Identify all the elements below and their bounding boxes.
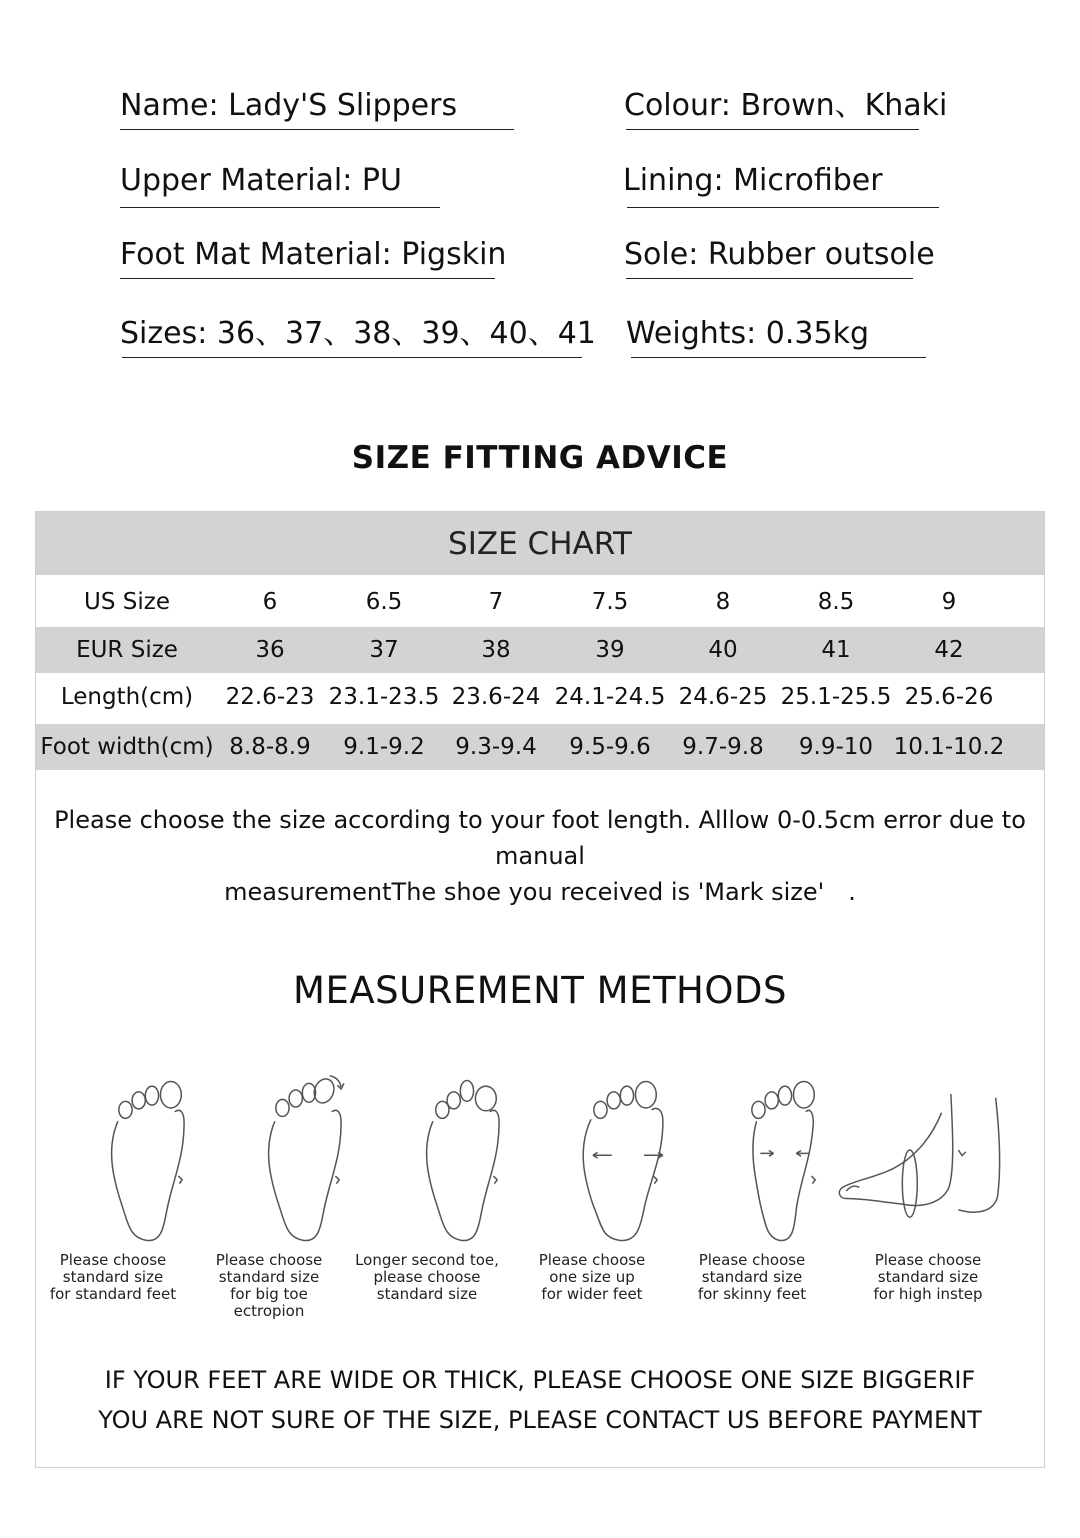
spec-underline — [120, 207, 440, 208]
spec-underline — [627, 207, 939, 208]
spec-colour: Colour: Brown、Khaki — [624, 88, 948, 123]
method-caption-line: Please choose — [538, 1251, 646, 1269]
size-chart-cell: 42 — [934, 637, 964, 663]
size-chart-row — [36, 674, 1044, 720]
spec-name: Name: Lady'S Slippers — [120, 88, 458, 123]
size-chart-cell: 8.8-8.9 — [229, 734, 311, 760]
spec-underline — [120, 278, 495, 279]
size-chart-cell: 25.1-25.5 — [780, 684, 892, 710]
size-fitting-advice-heading: SIZE FITTING ADVICE — [351, 440, 729, 476]
method-caption — [667, 1252, 837, 1303]
method-caption-line: Please choose — [874, 1251, 982, 1269]
method-caption — [28, 1252, 198, 1303]
method-caption — [342, 1252, 512, 1303]
size-chart-cell: 9.1-9.2 — [343, 734, 425, 760]
size-chart-cell: 38 — [481, 637, 511, 663]
method-caption-line: Longer second toe, — [355, 1251, 499, 1269]
size-chart-cell: 25.6-26 — [904, 684, 994, 710]
size-chart-cell: 8 — [715, 589, 731, 615]
method-caption-line: for standard feet — [49, 1285, 177, 1303]
method-caption-line: one size up — [549, 1268, 635, 1286]
size-chart-row — [36, 627, 1044, 673]
size-chart-cell: 23.6-24 — [451, 684, 541, 710]
wide-foot-icon — [546, 1072, 706, 1247]
high-instep-foot-icon — [831, 1094, 1011, 1234]
size-chart-row-label: Foot width(cm) — [40, 734, 214, 760]
spec-underline — [122, 357, 582, 358]
method-caption-line: Please choose — [215, 1251, 323, 1269]
size-chart-cell: 37 — [369, 637, 399, 663]
spec-upper-material: Upper Material: PU — [120, 163, 402, 198]
size-chart-row-label: US Size — [84, 589, 170, 615]
spec-lining: Lining: Microfiber — [623, 163, 883, 198]
footer-line: IF YOUR FEET ARE WIDE OR THICK, PLEASE CHOOSE ONE SIZE BIGGERIF — [104, 1366, 976, 1394]
size-chart-title: SIZE CHART — [36, 512, 1044, 575]
size-note-line: measurementThe shoe you received is 'Mark size' . — [224, 878, 856, 906]
size-chart-cell: 22.6-23 — [225, 684, 315, 710]
size-chart-cell: 6 — [262, 589, 278, 615]
size-chart-row-label: EUR Size — [76, 637, 178, 663]
size-chart-cell: 24.1-24.5 — [554, 684, 666, 710]
size-chart-cell: 9.7-9.8 — [682, 734, 764, 760]
spec-sole: Sole: Rubber outsole — [624, 237, 935, 272]
spec-underline — [120, 129, 514, 130]
size-chart-cell: 9.9-10 — [798, 734, 874, 760]
size-chart-cell: 8.5 — [817, 589, 855, 615]
size-chart-cell: 24.6-25 — [678, 684, 768, 710]
standard-foot-icon — [71, 1072, 231, 1247]
size-chart-row — [36, 724, 1044, 770]
spec-weights: Weights: 0.35kg — [626, 316, 870, 351]
big-toe-foot-icon — [228, 1072, 388, 1247]
size-chart-cell: 36 — [255, 637, 285, 663]
size-note — [36, 802, 1044, 910]
spec-underline — [626, 278, 913, 279]
size-chart-row — [36, 579, 1044, 625]
size-chart-cell: 23.1-23.5 — [328, 684, 440, 710]
method-caption — [184, 1252, 354, 1320]
method-caption-line: standard size — [877, 1268, 979, 1286]
size-panel — [35, 511, 1045, 1468]
size-chart-cell: 7.5 — [591, 589, 629, 615]
footer-line: YOU ARE NOT SURE OF THE SIZE, PLEASE CONTACT US BEFORE PAYMENT — [98, 1406, 982, 1434]
spec-underline — [631, 357, 926, 358]
method-caption-line: for skinny feet — [697, 1285, 807, 1303]
spec-foot-mat: Foot Mat Material: Pigskin — [120, 237, 507, 272]
method-caption-line: standard size — [218, 1268, 320, 1286]
size-chart-cell: 41 — [821, 637, 851, 663]
spec-sizes: Sizes: 36、37、38、39、40、41 — [120, 316, 596, 351]
method-caption — [507, 1252, 677, 1303]
method-caption-line: Please choose — [698, 1251, 806, 1269]
size-chart-cell: 7 — [488, 589, 504, 615]
method-caption-line: Please choose — [59, 1251, 167, 1269]
method-caption-line: for big toe — [230, 1285, 308, 1303]
size-chart-cell: 9.3-9.4 — [455, 734, 537, 760]
size-chart-cell: 39 — [595, 637, 625, 663]
method-caption-line: please choose — [373, 1268, 481, 1286]
measurement-methods-heading: MEASUREMENT METHODS — [293, 969, 787, 1012]
long-second-toe-foot-icon — [386, 1072, 546, 1247]
method-caption-line: for high instep — [873, 1285, 983, 1303]
method-caption-line: standard size — [701, 1268, 803, 1286]
size-chart-cell: 40 — [708, 637, 738, 663]
size-chart-cell: 9 — [941, 589, 957, 615]
size-chart-cell: 6.5 — [365, 589, 403, 615]
size-chart-cell: 9.5-9.6 — [569, 734, 651, 760]
size-note-line: Please choose the size according to your foot length. Alllow 0-0.5cm error due to manual — [54, 806, 1026, 870]
footer-notice — [36, 1360, 1044, 1440]
size-chart-cell: 10.1-10.2 — [893, 734, 1005, 760]
method-caption-line: standard size — [62, 1268, 164, 1286]
method-caption — [843, 1252, 1013, 1303]
method-caption-line: ectropion — [233, 1302, 305, 1320]
method-caption-line: for wider feet — [541, 1285, 643, 1303]
spec-underline — [626, 129, 919, 130]
size-chart-row-label: Length(cm) — [60, 684, 194, 710]
method-caption-line: standard size — [376, 1285, 478, 1303]
